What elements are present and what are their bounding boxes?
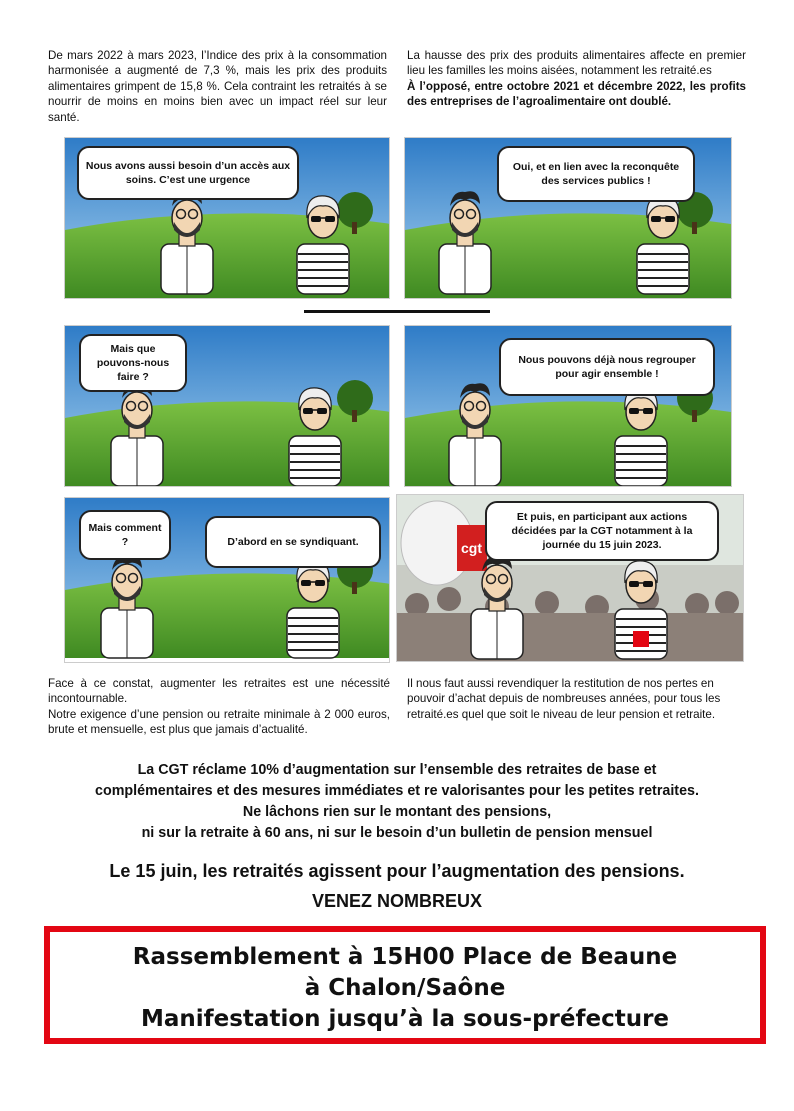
- intro-right-bold: À l’opposé, entre octobre 2021 et décembre 2022, les profits des entreprises de l’agroalimentaire ont doublé.: [407, 79, 746, 109]
- rally-box: [44, 926, 766, 1044]
- cgt-balloon-text: cgt: [461, 540, 482, 556]
- comic-panel-4: [404, 325, 732, 487]
- comic-panel-6: [396, 494, 744, 662]
- speech-bubble-right: D’abord en se syndiquant.: [205, 516, 381, 568]
- comic-panel-2: [404, 137, 732, 299]
- speech-bubble: Mais que pouvons-nous faire ?: [79, 334, 187, 392]
- call-subheadline: VENEZ NOMBREUX: [311, 891, 482, 911]
- call-headline: Le 15 juin, les retraités agissent pour l’augmentation des pensions.: [109, 861, 685, 881]
- comic-panel-3: [64, 325, 390, 487]
- speech-bubble: Et puis, en participant aux actions décidées par la CGT notamment à la journée du 15 juin 2023.: [485, 501, 719, 561]
- comic-panel-5: [64, 497, 390, 663]
- intro-left-text: De mars 2022 à mars 2023, l’Indice des prix à la consommation harmonisée a augmenté de 7,3 %, mais les prix des produits alimentaires grimpent de 15,8 %. Cela contraint les retraités à se nourrir de moins en moins bien avec un impact réel sur leur santé.: [48, 49, 387, 124]
- after-right-text: Il nous faut aussi revendiquer la restitution de nos pertes en pouvoir d’achat depuis de nombreuses années, pour tous les retraité.es quel que soit le niveau de leur pension et retraite.: [407, 677, 721, 721]
- speech-bubble-left: Mais comment ?: [79, 510, 171, 560]
- speech-bubble: Nous pouvons déjà nous regrouper pour agir ensemble !: [499, 338, 715, 396]
- rally-line-3: Manifestation jusqu’à la sous-préfecture: [140, 1006, 670, 1032]
- demands-block: La CGT réclame 10% d’augmentation sur l’ensemble des retraites de base et complémentaires et des mesures immédiates et re valorisantes pour les petites retraites. Ne lâchons rien sur le montant des pensions, ni sur la retraite à 60 ans, ni sur le besoin d’un bulletin de pension mensuel: [95, 762, 699, 841]
- comic-panel-1: [64, 137, 390, 299]
- speech-bubble: Nous avons aussi besoin d’un accès aux soins. C’est une urgence: [77, 146, 299, 200]
- intro-right-text: La hausse des prix des produits alimentaires affecte en premier lieu les familles les moins aisées, notamment les retraité.es À l’opposé, entre octobre 2021 et décembre 2022, les profits des entreprises de l’agroalimentaire ont doublé.: [407, 49, 746, 109]
- after-left-text: Face à ce constat, augmenter les retraites est une nécessité incontournable. Notre exigence d’une pension ou retraite minimale à 2 000 euros, brute et mensuelle, est plus que jamais d’actualité.: [48, 677, 390, 737]
- separator-line: [304, 310, 490, 313]
- speech-bubble: Oui, et en lien avec la reconquête des services publics !: [497, 146, 695, 202]
- rally-line-2: à Chalon/Saône: [304, 975, 506, 1001]
- rally-line-1: Rassemblement à 15H00 Place de Beaune: [132, 944, 678, 970]
